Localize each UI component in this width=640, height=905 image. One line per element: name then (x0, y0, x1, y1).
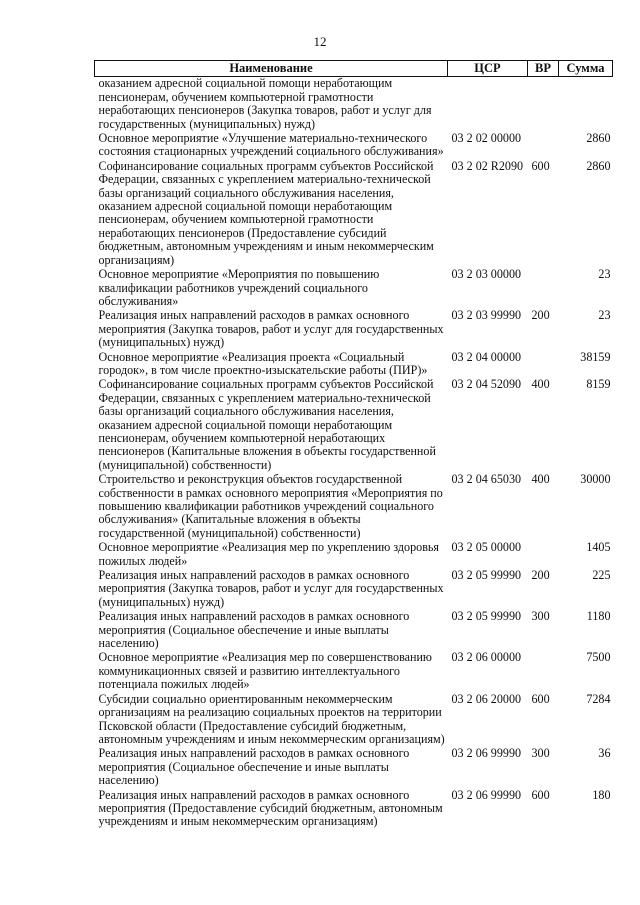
row-name-cell: Основное мероприятие «Мероприятия по повышению квалификации работников учреждений социального обслуживания» (98, 267, 380, 308)
table-row (95, 132, 613, 160)
row-sum-cell: 2860 (586, 158, 611, 173)
table-row (95, 309, 613, 350)
row-sum-cell: 38159 (580, 349, 611, 364)
table-row (95, 77, 613, 132)
table-body (95, 77, 613, 830)
row-csr-cell: 03 2 06 99990 (451, 787, 522, 802)
table-header-row (95, 61, 613, 77)
row-name-cell: оказанием адресной социальной помощи неработающим пенсионерам, обучением компьютерной грамотности неработающих пенсионеров (Закупка товаров, работ и услуг для государственных (муниципальных) нужд) (98, 76, 432, 131)
row-csr-cell: 03 2 05 00000 (451, 540, 522, 555)
row-name-cell: Строительство и реконструкция объектов государственной собственности в рамках основного мероприятия «Мероприятия по повышению квалификации работников учреждений социального обслуживания» (Капитальные вложения в объекты государственной (муниципальной) собственности) (98, 472, 443, 540)
row-vr-cell: 300 (531, 609, 550, 624)
row-vr-cell: 600 (531, 787, 550, 802)
row-name-cell: Субсидии социально ориентированным некоммерческим организациям на реализацию социальных проектов на территории Псковской области (Предоставление субсидий бюджетным, автономным учреждениям и иным некоммерческим организациям) (98, 691, 445, 746)
row-vr-cell: 300 (531, 746, 550, 761)
row-sum-cell: 7284 (586, 691, 611, 706)
table-row (95, 651, 613, 692)
row-vr-cell (528, 268, 559, 309)
row-sum-cell: 7500 (586, 650, 611, 665)
row-sum-cell: 2860 (586, 131, 611, 146)
row-csr-cell: 03 2 06 99990 (451, 746, 522, 761)
row-vr-cell (528, 132, 559, 160)
page-number: 12 (313, 34, 327, 49)
table-row (95, 351, 613, 379)
header-vr: ВР (528, 61, 559, 77)
row-name-cell: Реализация иных направлений расходов в рамках основного мероприятия (Социальное обеспечение и иные выплаты населению) (98, 746, 410, 788)
table-row (95, 569, 613, 610)
row-vr-cell: 400 (531, 377, 550, 392)
row-sum-cell: 36 (598, 746, 611, 761)
table-row (95, 541, 613, 569)
table-row (95, 473, 613, 541)
row-csr-cell: 03 2 04 00000 (451, 349, 522, 364)
row-csr-cell: 03 2 05 99990 (451, 568, 522, 583)
row-sum-cell: 1180 (586, 609, 611, 624)
header-sum: Сумма (559, 61, 613, 77)
row-sum-cell: 23 (598, 308, 611, 323)
row-sum-cell: 180 (592, 787, 611, 802)
row-vr-cell (528, 541, 559, 569)
row-sum-cell: 225 (592, 568, 611, 583)
row-csr-cell: 03 2 05 99990 (451, 609, 522, 624)
table-row (95, 610, 613, 651)
table-row (95, 789, 613, 830)
row-csr-cell: 03 2 06 20000 (451, 691, 522, 706)
row-vr-cell: 200 (531, 568, 550, 583)
row-csr-cell: 03 2 03 00000 (451, 267, 522, 282)
row-name-cell: Основное мероприятие «Реализация мер по совершенствованию коммуникационных связей и развитию интеллектуального потенциала пожилых людей» (98, 650, 432, 692)
table-row (95, 268, 613, 309)
table-row (95, 160, 613, 268)
table-row (95, 693, 613, 748)
header-name: Наименование (95, 61, 448, 77)
row-name-cell: Реализация иных направлений расходов в рамках основного мероприятия (Социальное обеспечение и иные выплаты населению) (98, 609, 410, 651)
row-name-cell: Основное мероприятие «Улучшение материально-технического состояния стационарных учреждений социального обслуживания» (98, 131, 444, 159)
row-name-cell: Реализация иных направлений расходов в рамках основного мероприятия (Закупка товаров, работ и услуг для государственных (муниципальных) нужд) (98, 308, 444, 350)
row-vr-cell: 600 (531, 691, 550, 706)
row-csr-cell: 03 2 02 00000 (451, 131, 522, 146)
row-csr-cell: 03 2 02 R2090 (451, 158, 524, 173)
row-csr-cell: 03 2 06 00000 (451, 650, 522, 665)
row-name-cell: Основное мероприятие «Реализация проекта «Социальный городок», в том числе проектно-изыскательские работы (ПИР)» (98, 349, 428, 377)
row-vr-cell: 600 (531, 158, 550, 173)
row-sum-cell: 1405 (586, 540, 611, 555)
row-name-cell: Софинансирование социальных программ субъектов Российской Федерации, связанных с укреплением материально-технической базы организаций социального обслуживания населения, оказанием адресной социальной помощи неработающим пенсионерам, обучением компьютерной неработающих пенсионеров (Капитальные вложения в объекты государственной (муниципальной) собственности) (98, 377, 436, 472)
row-name-cell: Реализация иных направлений расходов в рамках основного мероприятия (Закупка товаров, работ и услуг для государственных (муниципальных) нужд) (98, 568, 444, 609)
row-csr-cell (448, 77, 528, 132)
row-vr-cell: 200 (531, 308, 550, 323)
row-vr-cell: 400 (531, 472, 550, 487)
row-csr-cell: 03 2 04 65030 (451, 472, 522, 487)
table-row (95, 378, 613, 473)
row-vr-cell (528, 77, 559, 132)
row-csr-cell: 03 2 03 99990 (451, 308, 522, 323)
row-sum-cell (559, 77, 613, 132)
row-sum-cell: 8159 (586, 377, 611, 392)
row-csr-cell: 03 2 04 52090 (451, 377, 522, 392)
row-sum-cell: 23 (598, 267, 611, 282)
table-row (95, 747, 613, 788)
header-csr: ЦСР (448, 61, 528, 77)
row-vr-cell (528, 351, 559, 379)
row-name-cell: Софинансирование социальных программ субъектов Российской Федерации, связанных с укреплением материально-технической базы организаций социального обслуживания населения, оказанием адресной социальной помощи неработающим пенсионерам, обучением компьютерной грамотности неработающих пенсионеров (Предоставление субсидий бюджетным, автономным учреждениям и иным некоммерческим организациям) (98, 158, 434, 267)
row-sum-cell: 30000 (580, 472, 611, 487)
row-name-cell: Реализация иных направлений расходов в рамках основного мероприятия (Предоставление субсидий бюджетным, автономным учреждениям и иным некоммерческим организациям) (98, 787, 443, 829)
row-name-cell: Основное мероприятие «Реализация мер по укреплению здоровья пожилых людей» (98, 540, 439, 568)
row-vr-cell (528, 651, 559, 692)
budget-table (94, 60, 613, 830)
